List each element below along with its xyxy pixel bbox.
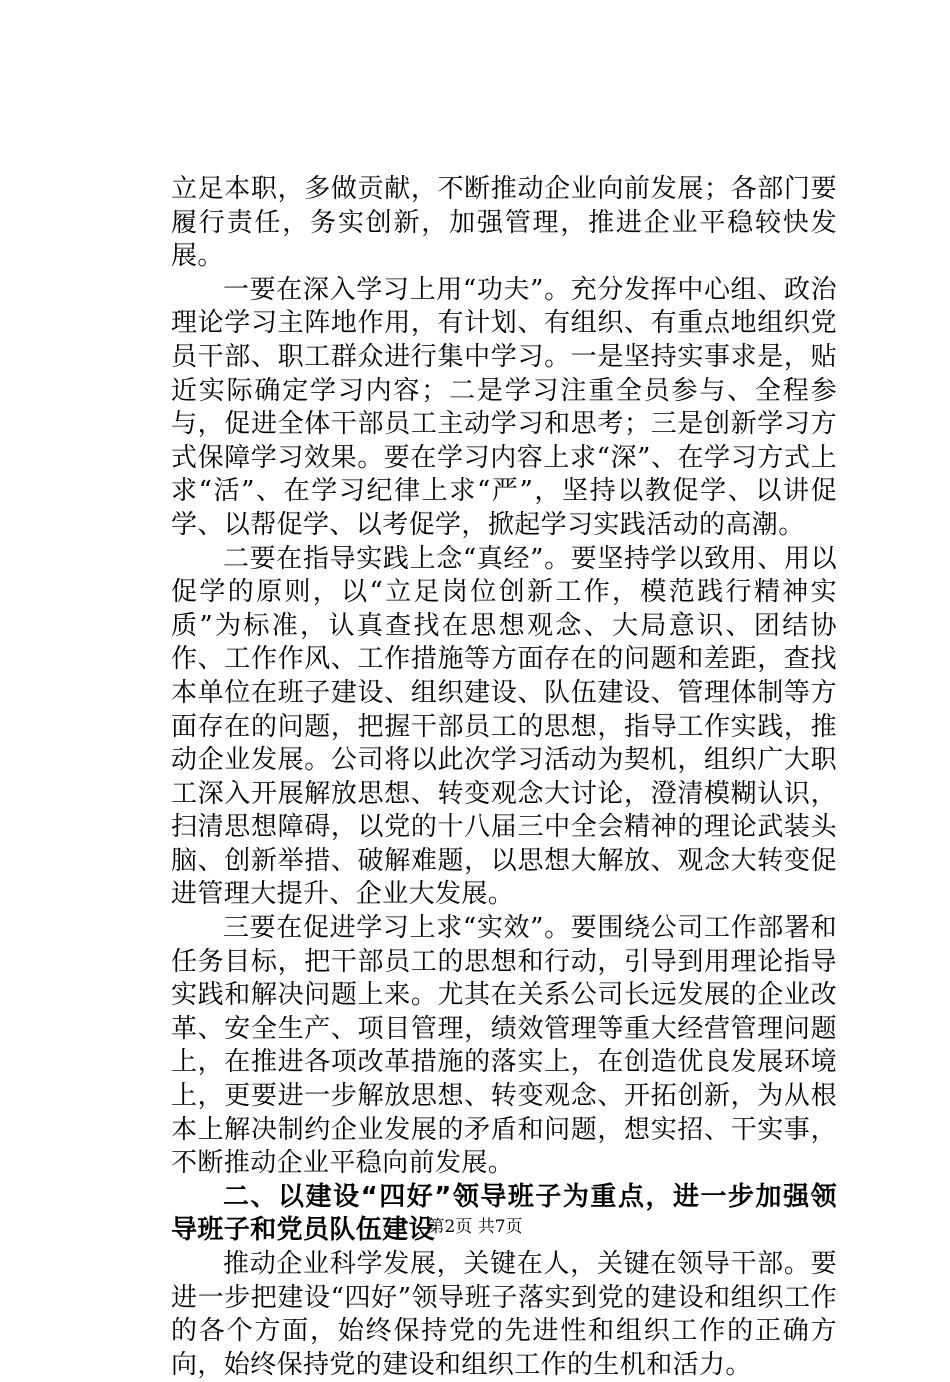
paragraph-study: 一要在深入学习上用“功夫”。充分发挥中心组、政治理论学习主阵地作用，有计划、有组织、有重点地组织党员干部、职工群众进行集中学习。一是坚持实事求是，贴近实际确定学习内容；二是学习注重全员参与、全程参与，促进全体干部员工主动学习和思考；三是创新学习方式保障学习效果。要在学习内容上求“深”、在学习方式上求“活”、在学习纪律上求“严”，坚持以教促学、以讲促学、以帮促学、以考促学，掀起学习实践活动的高潮。 bbox=[171, 274, 837, 540]
paragraph-practice: 二要在指导实践上念“真经”。要坚持学以致用、用以促学的原则，以“立足岗位创新工作，模范践行精神实质”为标准，认真查找在思想观念、大局意识、团结协作、工作作风、工作措施等方面存在的问题和差距，查找本单位在班子建设、组织建设、队伍建设、管理体制等方面存在的问题，把握干部员工的思想，指导工作实践，推动企业发展。公司将以此次学习活动为契机，组织广大职工深入开展解放思想、转变观念大讨论，澄清模糊认识，扫清思想障碍，以党的十八届三中全会精神的理论武装头脑、创新举措、破解难题，以思想大解放、观念大转变促进管理大提升、企业大发展。 bbox=[171, 543, 837, 910]
paragraph-continuation: 立足本职，多做贡献，不断推动企业向前发展；各部门要履行责任，务实创新，加强管理，推进企业平稳较快发展。 bbox=[171, 174, 837, 272]
section-heading: 二、以建设“四好”领导班子为重点，进一步加强领导班子和党员队伍建设 bbox=[171, 1181, 837, 1246]
document-body bbox=[171, 173, 837, 1382]
page-number-footer: 第2页 共7页 bbox=[427, 1217, 523, 1237]
paragraph-effect: 三要在促进学习上求“实效”。要围绕公司工作部署和任务目标，把干部员工的思想和行动，引导到用理论指导实践和解决问题上来。尤其在关系公司长远发展的企业改革、安全生产、项目管理，绩效管理等重大经营管理问题上，在推进各项改革措施的落实上，在创造优良发展环境上，更要进一步解放思想、转变观念、开拓创新，为从根本上解决制约企业发展的矛盾和问题，想实招、干实事，不断推动企业平稳向前发展。 bbox=[171, 913, 837, 1179]
paragraph-leadership: 推动企业科学发展，关键在人，关键在领导干部。要进一步把建设“四好”领导班子落实到党的建设和组织工作的各个方面，始终保持党的先进性和组织工作的正确方向，始终保持党的建设和组织工作的生机和活力。 bbox=[171, 1249, 837, 1380]
